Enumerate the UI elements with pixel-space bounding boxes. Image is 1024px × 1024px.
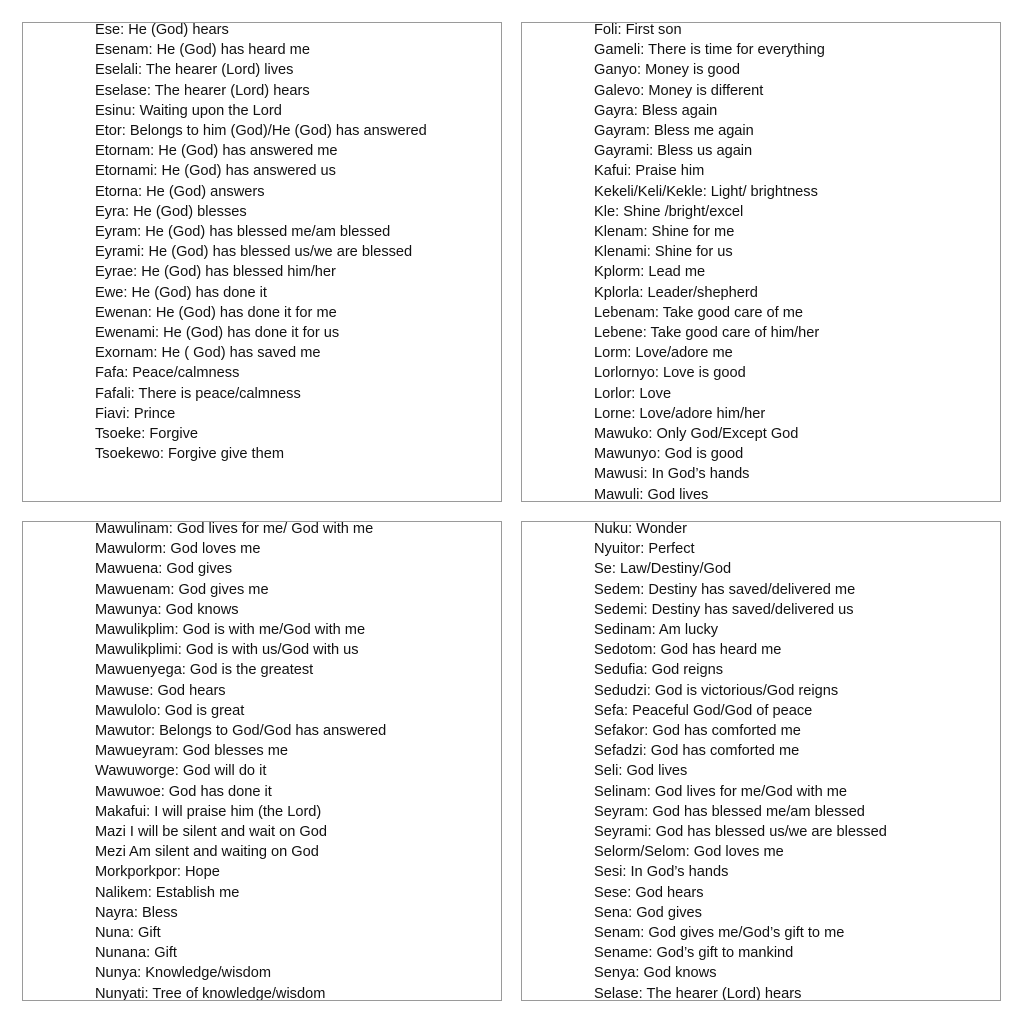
- name-entry: Mawuli: God lives: [594, 486, 709, 502]
- name-meaning-list: [95, 22, 495, 464]
- name-entry: Selinam: God lives for me/God with me: [594, 783, 848, 800]
- name-entry: Gayra: Bless again: [594, 102, 718, 119]
- name-entry: Nuku: Wonder: [594, 521, 688, 537]
- name-entry: Lorne: Love/adore him/her: [594, 405, 766, 422]
- name-entry: Eyrami: He (God) has blessed us/we are blessed: [95, 244, 413, 261]
- name-entry: Sename: God’s gift to mankind: [594, 945, 794, 962]
- name-entry: Mawuko: Only God/Except God: [594, 426, 799, 443]
- name-entry: Mawuse: God hears: [95, 682, 226, 699]
- name-list-panel-top-right: [521, 22, 1001, 502]
- name-entry: Eyra: He (God) blesses: [95, 203, 247, 220]
- name-meaning-list: [594, 521, 994, 1001]
- name-entry: Ese: He (God) hears: [95, 22, 229, 38]
- name-entry: Nuna: Gift: [95, 925, 161, 942]
- name-entry: Mawutor: Belongs to God/God has answered: [95, 723, 387, 740]
- name-entry: Wawuworge: God will do it: [95, 763, 267, 780]
- name-entry: Gayram: Bless me again: [594, 123, 754, 140]
- name-entry: Kle: Shine /bright/excel: [594, 203, 744, 220]
- name-entry: Mawulorm: God loves me: [95, 541, 261, 558]
- name-entry: Sefakor: God has comforted me: [594, 723, 801, 740]
- name-entry: Nayra: Bless: [95, 904, 178, 921]
- name-entry: Kafui: Praise him: [594, 163, 705, 180]
- name-entry: Mawuenam: God gives me: [95, 581, 269, 598]
- name-entry: Nunyati: Tree of knowledge/wisdom: [95, 985, 326, 1001]
- name-entry: Fafa: Peace/calmness: [95, 365, 240, 382]
- name-entry: Eyrae: He (God) has blessed him/her: [95, 264, 336, 281]
- name-entry: Mawunya: God knows: [95, 601, 239, 618]
- name-entry: Nunana: Gift: [95, 945, 177, 962]
- name-entry: Ewenan: He (God) has done it for me: [95, 304, 337, 321]
- name-entry: Nunya: Knowledge/wisdom: [95, 965, 272, 982]
- name-entry: Sedem: Destiny has saved/delivered me: [594, 581, 856, 598]
- name-entry: Mawunyo: God is good: [594, 446, 744, 463]
- name-entry: Etornami: He (God) has answered us: [95, 163, 336, 180]
- name-entry: Ganyo: Money is good: [594, 62, 741, 79]
- name-entry: Tsoekewo: Forgive give them: [95, 446, 284, 463]
- name-entry: Sedinam: Am lucky: [594, 622, 719, 639]
- name-entry: Sedufia: God reigns: [594, 662, 723, 679]
- name-entry: Lebene: Take good care of him/her: [594, 325, 820, 342]
- name-entry: Sese: God hears: [594, 884, 704, 901]
- name-entry: Klenami: Shine for us: [594, 244, 733, 261]
- name-entry: Senam: God gives me/God’s gift to me: [594, 925, 845, 942]
- name-entry: Kplorla: Leader/shepherd: [594, 284, 758, 301]
- name-entry: Mawusi: In God’s hands: [594, 466, 750, 483]
- name-meaning-list: [95, 521, 495, 1001]
- name-entry: Etor: Belongs to him (God)/He (God) has answered: [95, 123, 427, 140]
- name-entry: Sedotom: God has heard me: [594, 642, 782, 659]
- name-entry: Sefadzi: God has comforted me: [594, 743, 800, 760]
- name-list-panel-top-left: [22, 22, 502, 502]
- name-entry: Etornam: He (God) has answered me: [95, 143, 338, 160]
- name-entry: Eselali: The hearer (Lord) lives: [95, 62, 294, 79]
- name-entry: Eselase: The hearer (Lord) hears: [95, 82, 310, 99]
- name-entry: Klenam: Shine for me: [594, 224, 735, 241]
- name-entry: Sedemi: Destiny has saved/delivered us: [594, 601, 854, 618]
- name-entry: Sefa: Peaceful God/God of peace: [594, 702, 813, 719]
- name-entry: Selase: The hearer (Lord) hears: [594, 985, 802, 1001]
- name-entry: Mezi Am silent and waiting on God: [95, 844, 319, 861]
- name-entry: Lebenam: Take good care of me: [594, 304, 804, 321]
- name-entry: Etorna: He (God) answers: [95, 183, 265, 200]
- name-entry: Nalikem: Establish me: [95, 884, 240, 901]
- name-entry: Selorm/Selom: God loves me: [594, 844, 784, 861]
- name-entry: Sedudzi: God is victorious/God reigns: [594, 682, 839, 699]
- name-entry: Lorlornyo: Love is good: [594, 365, 746, 382]
- name-entry: Tsoeke: Forgive: [95, 426, 199, 443]
- name-entry: Sena: God gives: [594, 904, 702, 921]
- name-entry: Gameli: There is time for everything: [594, 42, 825, 59]
- name-entry: Fafali: There is peace/calmness: [95, 385, 301, 402]
- name-entry: Kplorm: Lead me: [594, 264, 706, 281]
- name-entry: Exornam: He ( God) has saved me: [95, 345, 321, 362]
- name-entry: Mawueyram: God blesses me: [95, 743, 289, 760]
- name-entry: Seyrami: God has blessed us/we are blessed: [594, 824, 887, 841]
- name-entry: Sesi: In God’s hands: [594, 864, 729, 881]
- name-entry: Ewe: He (God) has done it: [95, 284, 267, 301]
- name-entry: Mawuenyega: God is the greatest: [95, 662, 314, 679]
- name-entry: Se: Law/Destiny/God: [594, 561, 732, 578]
- name-entry: Lorm: Love/adore me: [594, 345, 733, 362]
- name-meaning-list: [594, 22, 994, 502]
- name-entry: Mawulolo: God is great: [95, 702, 245, 719]
- name-entry: Mazi I will be silent and wait on God: [95, 824, 327, 841]
- name-entry: Fiavi: Prince: [95, 405, 176, 422]
- name-entry: Seyram: God has blessed me/am blessed: [594, 803, 865, 820]
- name-entry: Gayrami: Bless us again: [594, 143, 753, 160]
- name-entry: Mawulinam: God lives for me/ God with me: [95, 521, 374, 537]
- name-entry: Eyram: He (God) has blessed me/am blessed: [95, 224, 391, 241]
- name-entry: Makafui: I will praise him (the Lord): [95, 803, 322, 820]
- name-entry: Mawuwoe: God has done it: [95, 783, 272, 800]
- name-entry: Mawuena: God gives: [95, 561, 233, 578]
- name-entry: Foli: First son: [594, 22, 682, 38]
- name-entry: Nyuitor: Perfect: [594, 541, 695, 558]
- name-entry: Seli: God lives: [594, 763, 688, 780]
- name-entry: Esenam: He (God) has heard me: [95, 42, 310, 59]
- name-entry: Lorlor: Love: [594, 385, 672, 402]
- name-entry: Morkporkpor: Hope: [95, 864, 220, 881]
- name-entry: Ewenami: He (God) has done it for us: [95, 325, 340, 342]
- name-entry: Senya: God knows: [594, 965, 717, 982]
- name-entry: Mawulikplimi: God is with us/God with us: [95, 642, 359, 659]
- name-list-panel-bottom-left: [22, 521, 502, 1001]
- name-entry: Kekeli/Keli/Kekle: Light/ brightness: [594, 183, 818, 200]
- name-list-panel-bottom-right: [521, 521, 1001, 1001]
- name-entry: Mawulikplim: God is with me/God with me: [95, 622, 366, 639]
- name-entry: Esinu: Waiting upon the Lord: [95, 102, 282, 119]
- name-entry: Galevo: Money is different: [594, 82, 764, 99]
